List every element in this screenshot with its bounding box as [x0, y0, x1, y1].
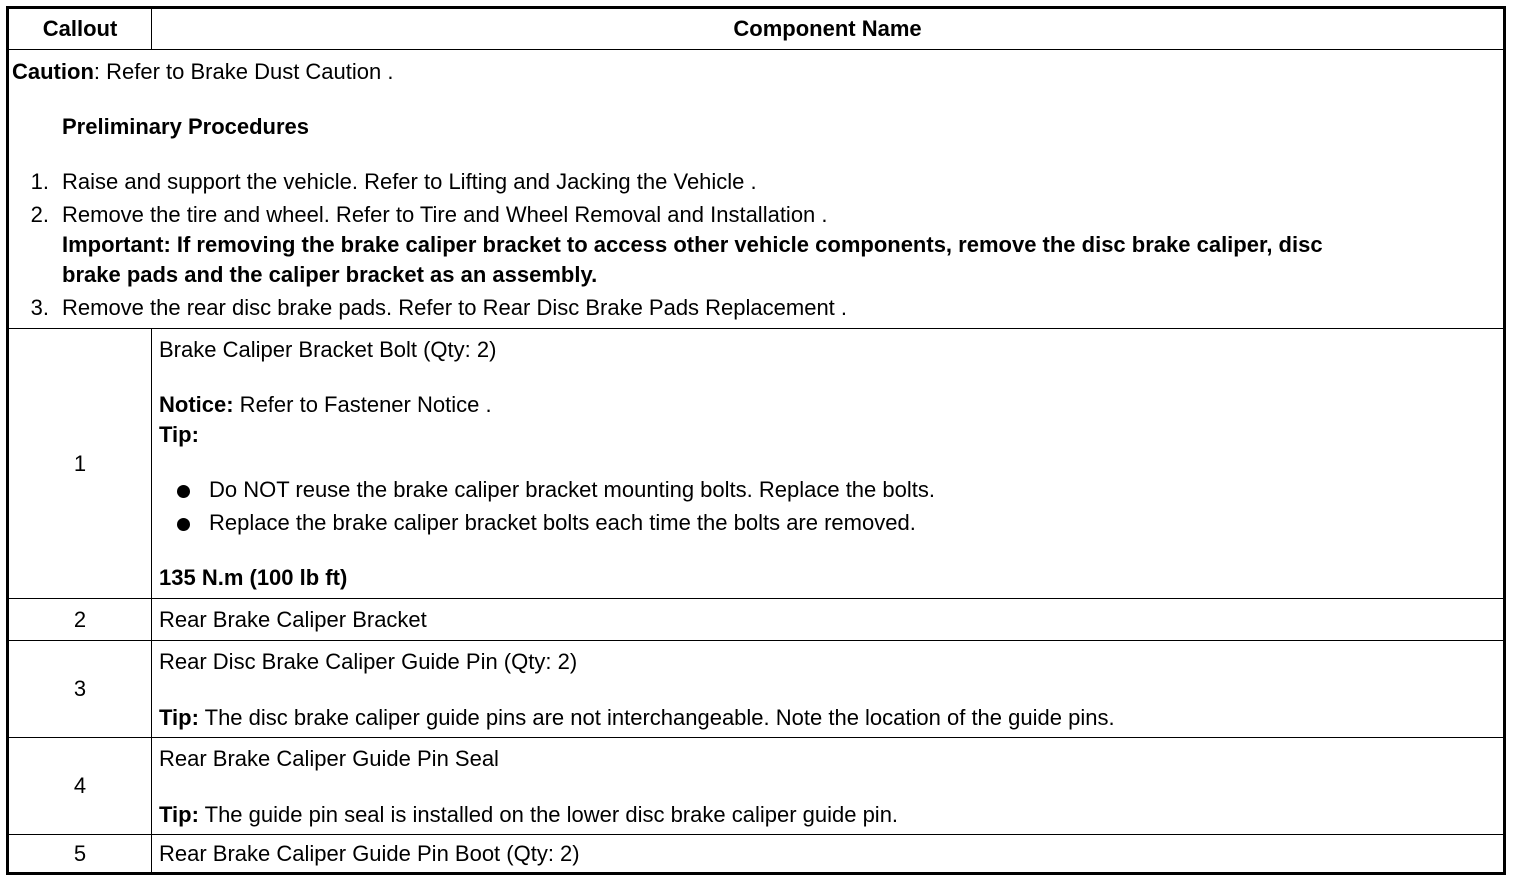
caution-text: : Refer to Brake Dust Caution .: [93, 59, 394, 84]
component-cell: [152, 329, 1503, 598]
table-row: [9, 641, 1503, 738]
callout-number: 1: [9, 329, 152, 598]
step-1-text: Raise and support the vehicle. Refer to Lifting and Jacking the Vehicle .: [62, 169, 757, 194]
notice-line: [159, 392, 492, 418]
table-row: [9, 738, 1503, 835]
step-3-text: Remove the rear disc brake pads. Refer to Rear Disc Brake Pads Replacement .: [62, 295, 848, 320]
caution-line: [12, 59, 393, 85]
step-2-number: 2.: [30, 202, 49, 227]
tip-text: The guide pin seal is installed on the lower disc brake caliper guide pin.: [198, 802, 899, 827]
component-cell: [152, 738, 1503, 834]
notice-text: Refer to Fastener Notice .: [233, 392, 492, 417]
component-name: Rear Brake Caliper Guide Pin Boot (Qty: 2): [159, 841, 580, 866]
step-1-number: 1.: [30, 169, 49, 194]
component-cell: [152, 599, 1503, 640]
caution-label: Caution: [12, 59, 94, 84]
component-name: Rear Brake Caliper Guide Pin Seal: [159, 746, 499, 771]
bullet-dot: [177, 485, 190, 498]
callout-number: 4: [9, 738, 152, 834]
tip-line: [159, 705, 1115, 731]
callout-number: 5: [9, 835, 152, 872]
bullet-item: Replace the brake caliper bracket bolts each time the bolts are removed.: [209, 510, 916, 535]
step-3-number: 3.: [30, 295, 49, 320]
table-header: [9, 9, 1503, 50]
important-line-2: brake pads and the caliper bracket as an assembly.: [62, 262, 598, 287]
callout-number: 2: [9, 599, 152, 640]
preliminary-section: [9, 50, 1503, 329]
tip-label: Tip:: [159, 802, 199, 827]
table-row: [9, 599, 1503, 641]
component-name: Rear Disc Brake Caliper Guide Pin (Qty: 2): [159, 649, 578, 674]
tip-label: Tip:: [159, 422, 199, 447]
bullet-item: Do NOT reuse the brake caliper bracket mounting bolts. Replace the bolts.: [209, 477, 935, 502]
callout-column-header: Callout: [9, 9, 152, 49]
important-line-1: Important: If removing the brake caliper bracket to access other vehicle components, remove the disc brake caliper, disc: [62, 232, 1323, 257]
torque-spec: 135 N.m (100 lb ft): [159, 565, 348, 590]
table-row: [9, 329, 1503, 599]
component-name-column-header: Component Name: [733, 16, 922, 41]
notice-label: Notice:: [159, 392, 234, 417]
table-row: [9, 835, 1503, 872]
component-name: Rear Brake Caliper Bracket: [159, 607, 427, 632]
tip-line: [159, 802, 898, 828]
component-cell: [152, 641, 1503, 737]
bullet-dot: [177, 518, 190, 531]
procedure-table: [6, 6, 1506, 875]
tip-text: The disc brake caliper guide pins are not interchangeable. Note the location of the guide pins.: [198, 705, 1115, 730]
step-2-text: Remove the tire and wheel. Refer to Tire and Wheel Removal and Installation .: [62, 202, 828, 227]
component-cell: [152, 835, 1503, 872]
tip-label: Tip:: [159, 705, 199, 730]
callout-number: 3: [9, 641, 152, 737]
preliminary-heading: Preliminary Procedures: [62, 114, 310, 139]
component-name: Brake Caliper Bracket Bolt (Qty: 2): [159, 337, 497, 362]
